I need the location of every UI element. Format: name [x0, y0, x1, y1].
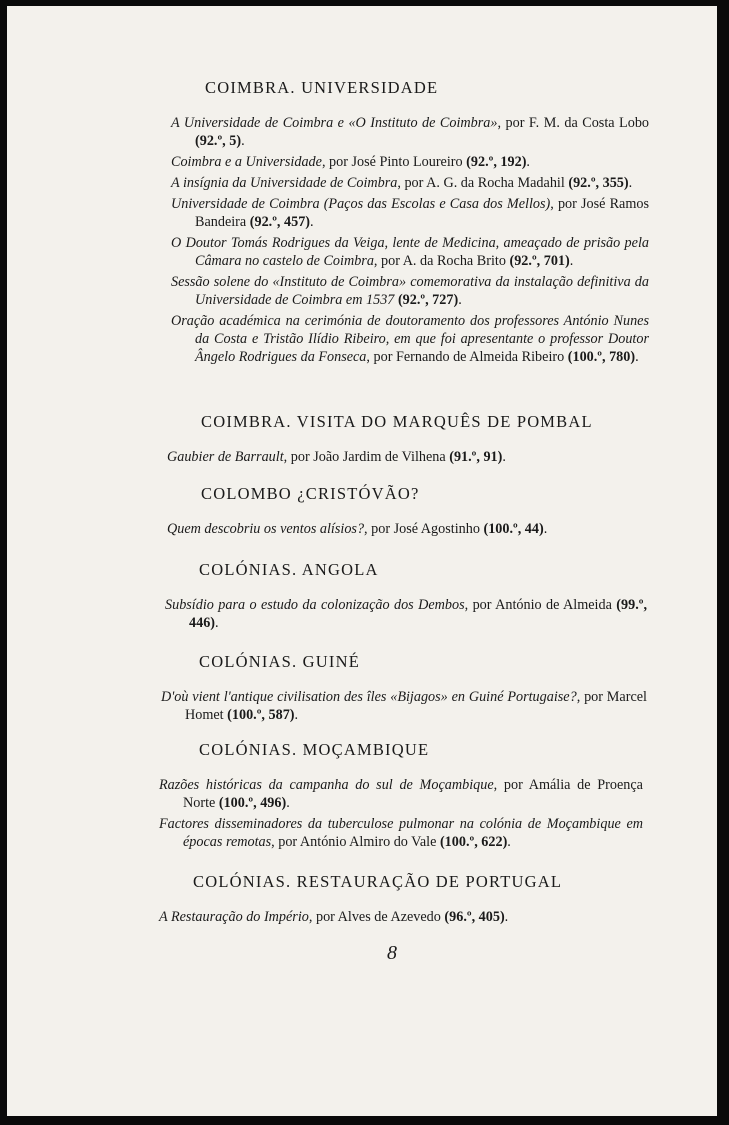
- page-number: 8: [387, 942, 397, 964]
- bibliography-entry: Universidade de Coimbra (Paços das Escolas e Casa dos Mellos), por José Ramos Bandeira (92.º, 457).: [171, 196, 649, 230]
- entry-author: , por A. G. da Rocha Madahil: [397, 175, 569, 191]
- entry-title: Oração académica na cerimónia de doutoramento dos professores António Nunes da Costa e Tristão Ilídio Ribeiro, em que foi apresentante o professor Doutor Ângelo Rodrigues da Fonseca: [171, 313, 649, 365]
- entry-reference: (100.º, 44): [483, 521, 544, 537]
- entry-author: , por Alves de Azevedo: [308, 909, 445, 925]
- bibliography-entry: Gaubier de Barrault, por João Jardim de Vilhena (91.º, 91).: [167, 449, 506, 465]
- entry-title: D'où vient l'antique civilisation des îles «Bijagos» en Guiné Portugaise?: [161, 689, 577, 705]
- section-coimbra-universidade: [7, 78, 717, 369]
- section-colonias-guine: [7, 652, 717, 727]
- entry-reference: (91.º, 91): [449, 449, 503, 465]
- bibliography-entry: O Doutor Tomás Rodrigues da Veiga, lente de Medicina, ameaçado de prisão pela Câmara no castelo de Coimbra, por A. da Rocha Brito (92.º, 701).: [171, 235, 649, 269]
- bibliography-entry: Coimbra e a Universidade, por José Pinto Loureiro (92.º, 192).: [171, 154, 530, 170]
- entry-author: , por Amália de Proença Norte: [183, 777, 643, 811]
- section-heading: COLOMBO ¿CRISTÓVÃO?: [201, 484, 420, 503]
- bibliography-entry: D'où vient l'antique civilisation des îles «Bijagos» en Guiné Portugaise?, por Marcel Homet (100.º, 587).: [161, 689, 647, 723]
- bibliography-entry: A Universidade de Coimbra e «O Instituto de Coimbra», por F. M. da Costa Lobo (92.º, 5).: [171, 115, 650, 149]
- entry-author: , por Marcel Homet: [185, 689, 647, 723]
- entry-author: , por António Almiro do Vale: [271, 834, 440, 850]
- section-heading: COIMBRA. VISITA DO MARQUÊS DE POMBAL: [201, 412, 593, 431]
- entry-reference: (92.º, 701): [509, 253, 570, 269]
- bibliography-entry: A insígnia da Universidade de Coimbra, por A. G. da Rocha Madahil (92.º, 355).: [171, 175, 633, 191]
- bibliography-entry: Sessão solene do «Instituto de Coimbra» comemorativa da instalação definitiva da Universidade de Coimbra em 1537 (92.º, 727).: [171, 274, 649, 308]
- entry-author: , por José Pinto Loureiro: [321, 154, 467, 170]
- bibliography-entry: Factores disseminadores da tuberculose pulmonar na colónia de Moçambique em épocas remotas, por António Almiro do Vale (100.º, 622).: [159, 816, 643, 850]
- bibliography-entry: Razões históricas da campanha do sul de Moçambique, por Amália de Proença Norte (100.º, 496).: [159, 777, 643, 811]
- entry-title: Universidade de Coimbra (Paços das Escolas e Casa dos Mellos): [171, 196, 551, 212]
- entry-author: , por José Agostinho: [364, 521, 484, 537]
- entry-title: Razões históricas da campanha do sul de Moçambique: [159, 777, 494, 793]
- section-heading: COLÓNIAS. ANGOLA: [199, 560, 379, 579]
- entry-author: , por F. M. da Costa Lobo: [497, 115, 650, 131]
- section-coimbra-visita: [7, 412, 717, 469]
- entry-reference: (92.º, 5): [195, 133, 242, 149]
- section-heading: COLÓNIAS. RESTAURAÇÃO DE PORTUGAL: [193, 872, 563, 891]
- entry-title: Coimbra e a Universidade: [171, 154, 322, 170]
- entry-reference: (92.º, 457): [249, 214, 311, 230]
- entry-title: Subsídio para o estudo da colonização dos Dembos: [165, 597, 465, 613]
- section-colonias-angola: [7, 560, 717, 635]
- bibliography-entry: A Restauração do Império, por Alves de Azevedo (96.º, 405).: [159, 909, 509, 925]
- entry-reference: (100.º, 622): [439, 834, 508, 850]
- entry-title: A Universidade de Coimbra e «O Instituto de Coimbra»: [171, 115, 498, 131]
- entry-reference: (92.º, 192): [466, 154, 527, 170]
- section-heading: COLÓNIAS. MOÇAMBIQUE: [199, 740, 430, 759]
- section-colombo: [7, 484, 717, 541]
- section-colonias-mocambique: [7, 740, 717, 854]
- entry-title: A Restauração do Império: [159, 909, 309, 925]
- document-page: [7, 6, 717, 1116]
- entry-author: , por José Ramos Bandeira: [195, 196, 649, 230]
- entry-reference: (96.º, 405): [444, 909, 505, 925]
- entry-reference: (92.º, 727): [397, 292, 459, 308]
- entry-author: , por António de Almeida: [464, 597, 617, 613]
- entry-reference: (92.º, 355): [568, 175, 629, 191]
- bibliography-entry: Oração académica na cerimónia de doutoramento dos professores António Nunes da Costa e Tristão Ilídio Ribeiro, em que foi apresentante o professor Doutor Ângelo Rodrigues da Fonseca, por Fernando de Almeida Ribeiro (100.º, 780).: [171, 313, 649, 365]
- entry-reference: (100.º, 496): [218, 795, 287, 811]
- section-heading: COIMBRA. UNIVERSIDADE: [205, 78, 439, 97]
- entry-title: Factores disseminadores da tuberculose pulmonar na colónia de Moçambique em épocas remotas: [159, 816, 643, 850]
- entry-author: , por Fernando de Almeida Ribeiro: [366, 349, 568, 365]
- section-heading: COLÓNIAS. GUINÉ: [199, 652, 360, 671]
- bibliography-entry: Subsídio para o estudo da colonização dos Dembos, por António de Almeida (99.º, 446).: [165, 597, 647, 631]
- entry-title: Quem descobriu os ventos alísios?: [167, 521, 365, 537]
- entry-reference: (100.º, 780): [567, 349, 636, 365]
- entry-reference: (100.º, 587): [227, 707, 295, 723]
- section-colonias-restauracao: [7, 872, 717, 929]
- entry-title: Gaubier de Barrault: [167, 449, 284, 465]
- entry-reference: (99.º, 446): [189, 597, 647, 631]
- entry-title: A insígnia da Universidade de Coimbra: [171, 175, 398, 191]
- entry-title: Sessão solene do «Instituto de Coimbra» comemorativa da instalação definitiva da Universidade de Coimbra em 1537: [171, 274, 649, 308]
- entry-author: , por A. da Rocha Brito: [373, 253, 510, 269]
- bibliography-entry: Quem descobriu os ventos alísios?, por José Agostinho (100.º, 44).: [167, 521, 548, 537]
- entry-title: O Doutor Tomás Rodrigues da Veiga, lente de Medicina, ameaçado de prisão pela Câmara no castelo de Coimbra: [171, 235, 649, 269]
- entry-author: , por João Jardim de Vilhena: [283, 449, 450, 465]
